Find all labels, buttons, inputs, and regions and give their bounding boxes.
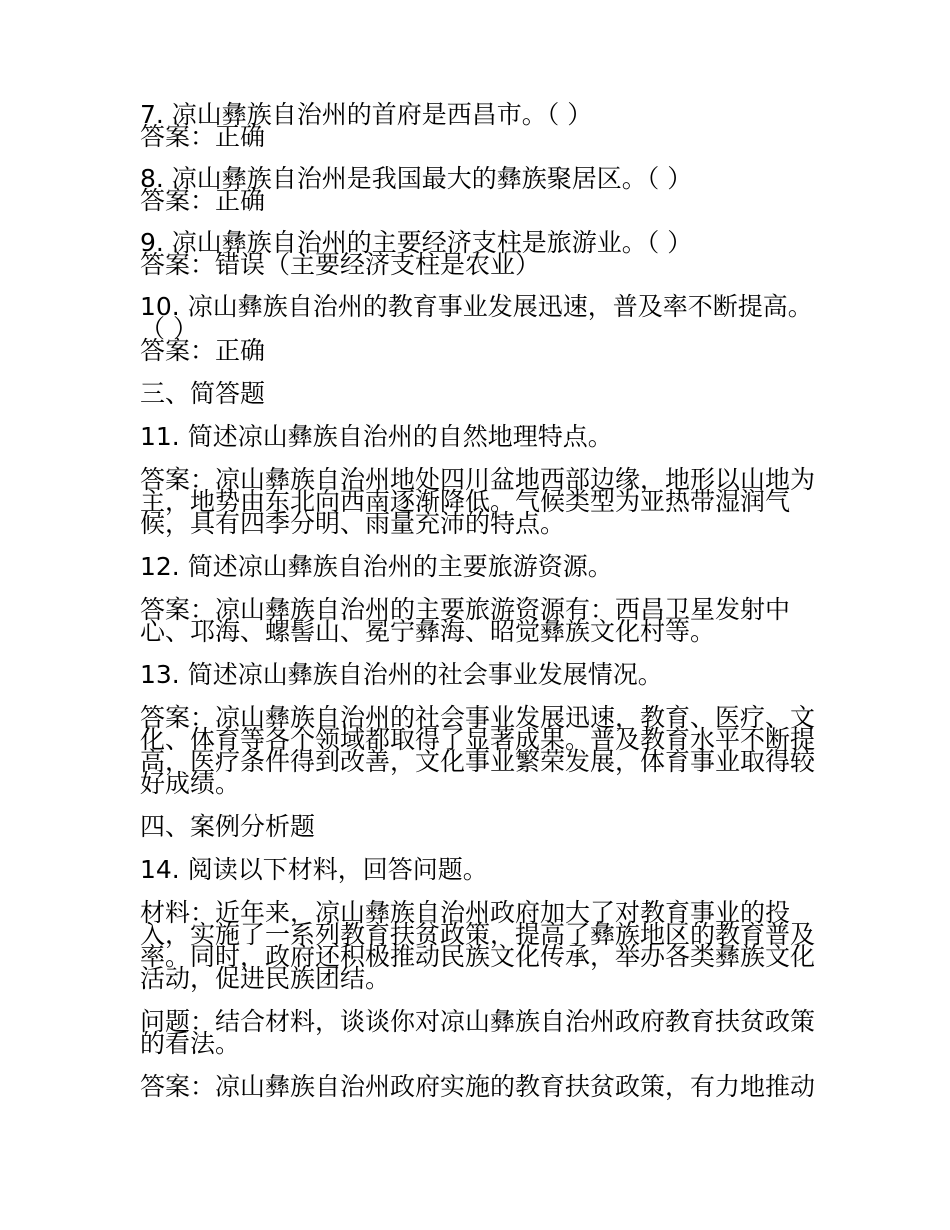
question-text: 10. 凉山彝族自治州的教育事业发展迅速，普及率不断提高。（ ） xyxy=(140,292,813,343)
short-answer-13: 答案：凉山彝族自治州的社会事业发展迅速，教育、医疗、文化、体育等各个领域都取得了显著成果。普及教育水平不断提高，医疗条件得到改善，文化事业繁荣发展，体育事业取得较好成绩。 xyxy=(140,703,816,798)
short-answer-12: 答案：凉山彝族自治州的主要旅游资源有：西昌卫星发射中心、邛海、螺髻山、冕宁彝海、昭觉彝族文化村等。 xyxy=(140,595,791,646)
case-answer: 答案：凉山彝族自治州政府实施的教育扶贫政策，有力地推动 xyxy=(140,1072,816,1101)
question-text: 8. 凉山彝族自治州是我国最大的彝族聚居区。（ ） xyxy=(140,164,693,193)
answer-text: 答案：正确 xyxy=(140,336,266,365)
short-answer-11: 答案：凉山彝族自治州地处四川盆地西部边缘，地形以山地为主，地势由东北向西南逐渐降低。气候类型为亚热带湿润气候，具有四季分明、雨量充沛的特点。 xyxy=(140,465,816,538)
case-prompt: 问题：结合材料，谈谈你对凉山彝族自治州政府教育扶贫政策的看法。 xyxy=(140,1007,816,1058)
short-question-12: 12. 简述凉山彝族自治州的主要旅游资源。 xyxy=(140,552,613,581)
tf-item-10 xyxy=(140,292,820,365)
short-question-13: 13. 简述凉山彝族自治州的社会事业发展情况。 xyxy=(140,660,663,689)
answer-text: 答案：错误（主要经济支柱是农业） xyxy=(140,250,541,279)
tf-item-7 xyxy=(140,100,820,151)
tf-item-9 xyxy=(140,228,820,279)
tf-item-8 xyxy=(140,164,820,215)
question-text: 7. 凉山彝族自治州的首府是西昌市。（ ） xyxy=(140,100,593,129)
short-question-11: 11. 简述凉山彝族自治州的自然地理特点。 xyxy=(140,422,613,451)
document-page xyxy=(140,100,820,1101)
case-material: 材料：近年来，凉山彝族自治州政府加大了对教育事业的投入，实施了一系列教育扶贫政策，提高了彝族地区的教育普及率。同时，政府还积极推动民族文化传承，举办各类彝族文化活动，促进民族团结。 xyxy=(140,898,816,993)
answer-text: 答案：正确 xyxy=(140,186,266,215)
section-heading-short-answer: 三、简答题 xyxy=(140,379,266,408)
answer-text: 答案：正确 xyxy=(140,122,266,151)
section-heading-case-analysis: 四、案例分析题 xyxy=(140,812,316,841)
question-text: 9. 凉山彝族自治州的主要经济支柱是旅游业。（ ） xyxy=(140,228,693,257)
case-question-14: 14. 阅读以下材料，回答问题。 xyxy=(140,855,488,884)
